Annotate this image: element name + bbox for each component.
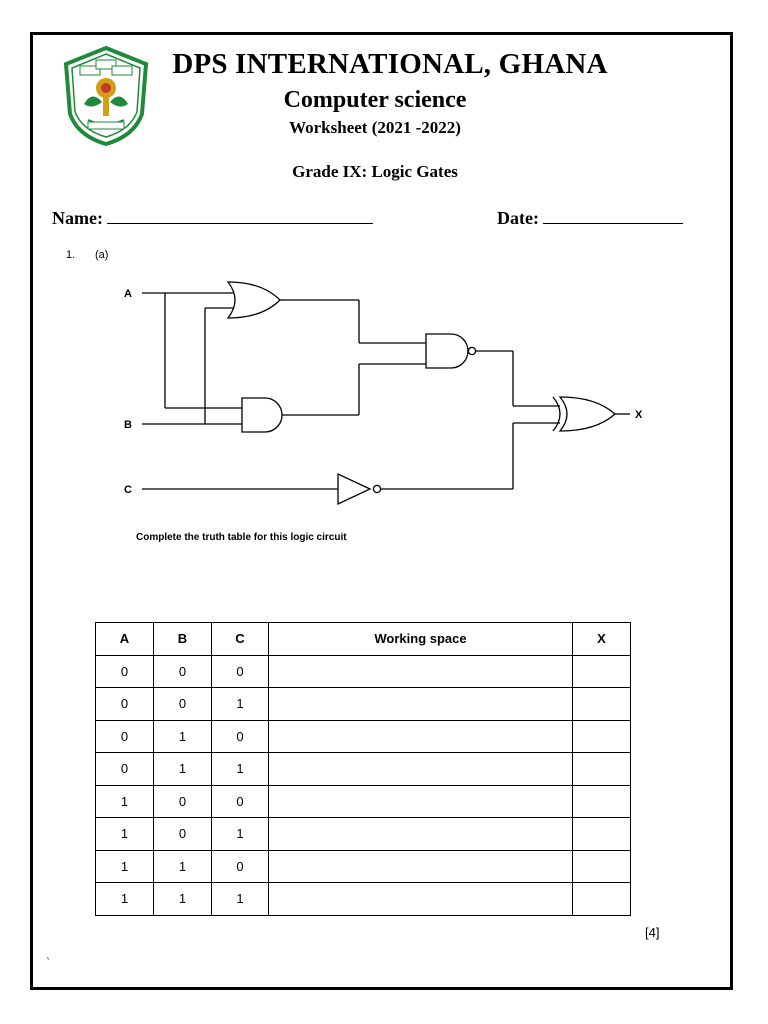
cell-a: 0 <box>96 655 154 688</box>
name-blank-line[interactable] <box>107 205 373 224</box>
cell-x[interactable] <box>573 720 631 753</box>
grade-topic: Grade IX: Logic Gates <box>292 162 458 181</box>
marks-label: [4] <box>645 925 660 940</box>
cell-a: 1 <box>96 818 154 851</box>
table-row <box>96 818 631 851</box>
cell-working-space[interactable] <box>269 720 573 753</box>
cell-b: 1 <box>154 720 212 753</box>
cell-c: 0 <box>212 655 269 688</box>
date-field[interactable] <box>497 205 683 229</box>
cell-x[interactable] <box>573 785 631 818</box>
cell-a: 1 <box>96 883 154 916</box>
name-label: Name: <box>52 208 103 228</box>
cell-a: 1 <box>96 850 154 883</box>
cell-x[interactable] <box>573 883 631 916</box>
school-title: DPS INTERNATIONAL, GHANA <box>172 48 608 80</box>
or-gate <box>228 282 280 318</box>
input-label-a: A <box>124 288 132 300</box>
cell-a: 0 <box>96 753 154 786</box>
output-label-x: X <box>635 409 643 421</box>
not-gate <box>338 474 370 504</box>
stray-mark: ` <box>46 958 51 969</box>
instruction-text: Complete the truth table for this logic circuit <box>136 532 347 543</box>
cell-b: 0 <box>154 688 212 721</box>
table-row <box>96 753 631 786</box>
table-row <box>96 850 631 883</box>
cell-c: 1 <box>212 753 269 786</box>
cell-c: 1 <box>212 818 269 851</box>
cell-b: 1 <box>154 753 212 786</box>
cell-x[interactable] <box>573 688 631 721</box>
worksheet-label: Worksheet (2021 -2022) <box>289 118 461 137</box>
cell-working-space[interactable] <box>269 883 573 916</box>
header-a: A <box>96 623 154 656</box>
question-number: 1. <box>66 249 76 261</box>
input-label-b: B <box>124 419 132 431</box>
table-row <box>96 720 631 753</box>
cell-a: 1 <box>96 785 154 818</box>
header-x: X <box>573 623 631 656</box>
cell-c: 1 <box>212 688 269 721</box>
cell-b: 1 <box>154 850 212 883</box>
table-row <box>96 655 631 688</box>
table-row <box>96 883 631 916</box>
cell-x[interactable] <box>573 818 631 851</box>
cell-c: 0 <box>212 850 269 883</box>
cell-a: 0 <box>96 720 154 753</box>
logic-circuit-diagram <box>120 270 660 510</box>
xor-gate-back-arc <box>553 397 560 431</box>
table-header-row <box>96 623 631 656</box>
school-crest-logo <box>62 44 150 148</box>
cell-b: 1 <box>154 883 212 916</box>
cell-a: 0 <box>96 688 154 721</box>
cell-working-space[interactable] <box>269 785 573 818</box>
input-label-c: C <box>124 484 132 496</box>
xor-gate <box>560 397 615 431</box>
cell-c: 1 <box>212 883 269 916</box>
cell-working-space[interactable] <box>269 655 573 688</box>
cell-working-space[interactable] <box>269 688 573 721</box>
date-label: Date: <box>497 208 539 228</box>
truth-table <box>95 622 631 916</box>
subject-title: Computer science <box>283 87 467 113</box>
cell-b: 0 <box>154 655 212 688</box>
cell-x[interactable] <box>573 850 631 883</box>
header-b: B <box>154 623 212 656</box>
header-c: C <box>212 623 269 656</box>
cell-x[interactable] <box>573 753 631 786</box>
cell-b: 0 <box>154 785 212 818</box>
nand-gate <box>426 334 468 368</box>
cell-c: 0 <box>212 720 269 753</box>
table-row <box>96 688 631 721</box>
cell-c: 0 <box>212 785 269 818</box>
and-gate <box>242 398 282 432</box>
not-bubble <box>373 485 380 492</box>
nand-bubble <box>468 347 475 354</box>
table-row <box>96 785 631 818</box>
cell-working-space[interactable] <box>269 753 573 786</box>
cell-x[interactable] <box>573 655 631 688</box>
header-working-space: Working space <box>269 623 573 656</box>
cell-working-space[interactable] <box>269 850 573 883</box>
name-field[interactable] <box>52 205 373 229</box>
cell-b: 0 <box>154 818 212 851</box>
cell-working-space[interactable] <box>269 818 573 851</box>
date-blank-line[interactable] <box>543 205 683 224</box>
question-part: (a) <box>95 249 109 261</box>
